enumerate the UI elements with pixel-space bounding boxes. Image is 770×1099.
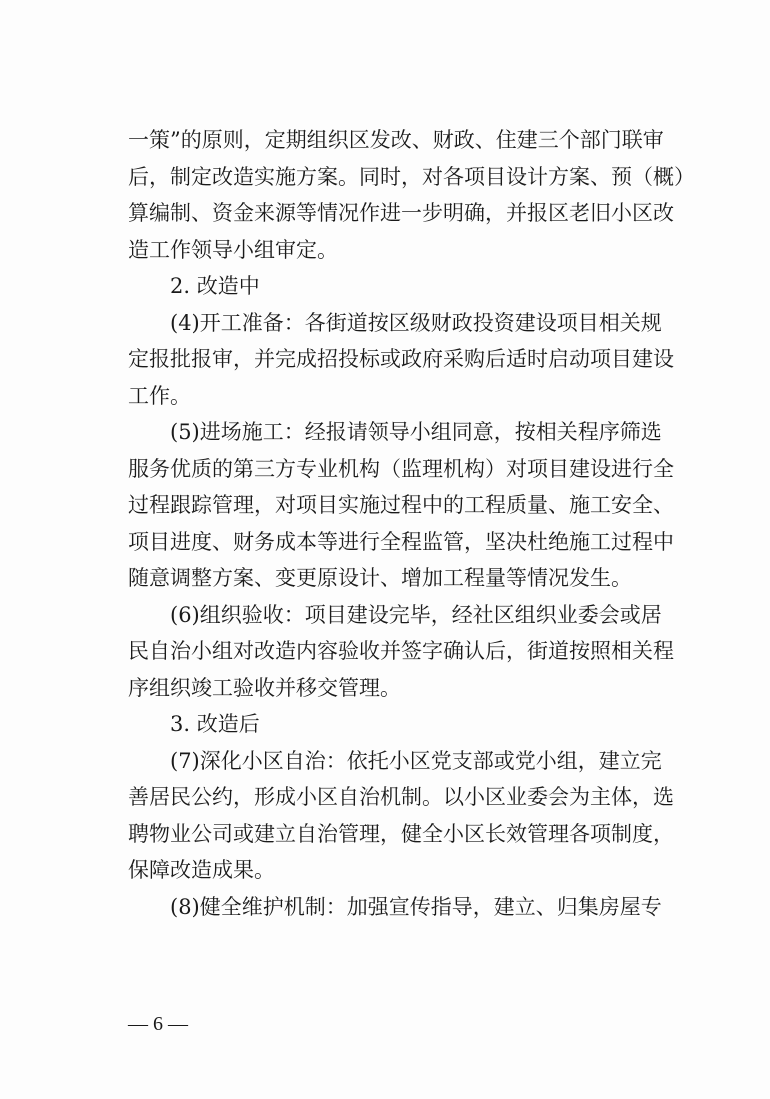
text-line: 定报批报审，并完成招投标或政府采购后适时启动项目建设 [128,347,674,371]
text-line: 算编制、资金来源等情况作进一步明确，并报区老旧小区改 [128,201,674,225]
text-line: 序组织竣工验收并移交管理。 [128,675,401,700]
text-line: 善居民公约，形成小区自治机制。以小区业委会为主体，选 [128,785,674,809]
text-line: 服务优质的第三方专业机构（监理机构）对项目建设进行全 [128,456,674,481]
text-line: 民自治小组对改造内容验收并签字确认后，街道按照相关程 [128,639,674,663]
text-line: 造工作领导小组审定。 [128,237,338,262]
page-number: — 6 — [128,1013,188,1035]
text-line: (7)深化小区自治：依托小区党支部或党小组，建立完 [170,748,662,773]
text-line: 随意调整方案、变更原设计、增加工程量等情况发生。 [128,566,632,590]
text-line: 2. 改造中 [170,274,260,298]
text-line: 3. 改造后 [170,712,260,736]
text-line: 工作。 [128,383,191,408]
text-line: (5)进场施工：经报请领导小组同意，按相关程序筛选 [170,420,662,444]
text-line: 聘物业公司或建立自治管理，健全小区长效管理各项制度， [128,821,674,846]
text-line: (6)组织验收：项目建设完毕，经社区组织业委会或居 [170,602,662,627]
text-line: 过程跟踪管理，对项目实施过程中的工程质量、施工安全、 [128,493,674,517]
document-body [128,122,695,925]
text-line: (8)健全维护机制：加强宣传指导，建立、归集房屋专 [170,894,662,919]
text-line: 项目进度、财务成本等进行全程监管，坚决杜绝施工过程中 [128,529,674,554]
text-line: 一策”的原则，定期组织区发改、财政、住建三个部门联审 [128,128,664,152]
text-line: 保障改造成果。 [128,858,275,882]
text-line: 后，制定改造实施方案。同时，对各项目设计方案、预（概） [128,164,695,189]
text-line: (4)开工准备：各街道按区级财政投资建设项目相关规 [170,310,662,335]
